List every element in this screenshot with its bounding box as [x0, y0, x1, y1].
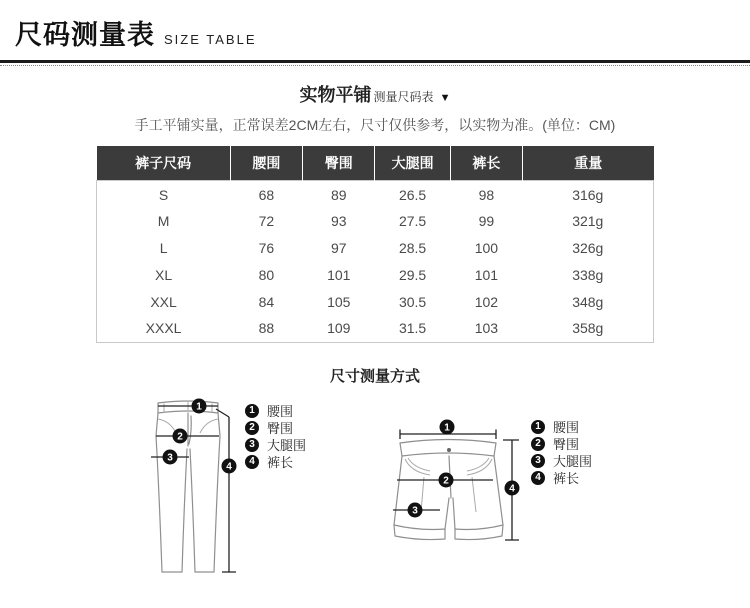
- legend-item-waist: 1 腰围: [245, 404, 306, 418]
- size-table-header: [97, 146, 654, 180]
- circled-4-icon: 4: [531, 471, 545, 485]
- circled-2-icon: 2: [531, 437, 545, 451]
- col-header-thigh: 大腿围: [375, 146, 450, 180]
- page-title: 尺码测量表: [15, 20, 155, 50]
- table-row-xxl: [97, 288, 654, 315]
- measurement-diagrams: [0, 387, 750, 608]
- table-row-m: [97, 207, 654, 234]
- table-cell: 30.5: [398, 293, 427, 310]
- svg-text:2: 2: [177, 431, 183, 442]
- table-cell: 326g: [572, 239, 604, 256]
- left-outer-edge: [394, 456, 402, 525]
- circled-1-icon: 1: [245, 404, 259, 418]
- table-cell: 99: [478, 212, 495, 229]
- circled-1-icon: 1: [531, 420, 545, 434]
- marker-hip: [439, 472, 454, 487]
- shorts-waist-bottom: [402, 453, 494, 456]
- table-cell: 93: [330, 212, 347, 229]
- circled-2-icon: 2: [245, 421, 259, 435]
- down-triangle-icon: ▼: [439, 92, 451, 104]
- svg-text:1: 1: [444, 422, 450, 433]
- shorts-waist-top: [400, 439, 496, 443]
- table-row-l: [97, 234, 654, 261]
- waist-button: [447, 448, 451, 452]
- flat-heading-sub: 测量尺码表: [373, 90, 434, 104]
- legend-item-waist: 1 腰围: [531, 420, 592, 434]
- marker-waist: [192, 398, 207, 413]
- page-header: [0, 0, 750, 52]
- table-cell: 29.5: [398, 266, 427, 283]
- marker-waist: [440, 419, 455, 434]
- table-cell: 68: [258, 186, 275, 203]
- col-header-length: 裤长: [450, 146, 522, 180]
- table-cell: 31.5: [398, 320, 427, 337]
- left-cuff: [394, 525, 445, 540]
- marker-hip: [173, 428, 188, 443]
- circled-3-icon: 3: [531, 454, 545, 468]
- table-cell: 321g: [572, 212, 604, 229]
- legend-item-length: 4 裤长: [531, 471, 592, 485]
- marker-length: [222, 458, 237, 473]
- flat-heading-main: 实物平铺: [299, 85, 372, 105]
- table-cell: 76: [258, 239, 275, 256]
- table-cell: 26.5: [398, 186, 427, 203]
- long-pants-diagram: [150, 396, 240, 580]
- table-cell: 88: [258, 320, 275, 337]
- table-cell: 80: [258, 266, 275, 283]
- svg-text:4: 4: [226, 461, 232, 472]
- shorts-diagram: [393, 410, 523, 550]
- row-label: L: [159, 239, 168, 256]
- inner-legs: [182, 449, 195, 572]
- col-header-weight: 重量: [523, 146, 654, 180]
- table-cell: 97: [330, 239, 347, 256]
- table-cell: 109: [327, 320, 351, 337]
- table-cell: 338g: [572, 266, 604, 283]
- row-label: XXXL: [145, 320, 182, 337]
- row-label: S: [158, 186, 169, 203]
- svg-text:1: 1: [196, 401, 202, 412]
- pants-legend: [245, 404, 306, 472]
- table-row-s: [97, 180, 654, 207]
- right-pocket: [467, 458, 492, 475]
- table-cell: 103: [474, 320, 499, 337]
- inner-legs: [445, 498, 455, 529]
- svg-text:2: 2: [443, 475, 449, 486]
- table-cell: 89: [330, 186, 347, 203]
- svg-text:3: 3: [412, 505, 418, 516]
- circled-4-icon: 4: [245, 455, 259, 469]
- row-label: XXL: [150, 293, 177, 310]
- marker-thigh: [408, 502, 423, 517]
- legend-item-thigh: 3 大腿围: [531, 454, 592, 468]
- table-row-xl: [97, 261, 654, 288]
- divider-solid: [0, 60, 750, 63]
- legend-item-hip: 2 臀围: [245, 421, 306, 435]
- row-label: M: [157, 212, 170, 229]
- divider-dotted: [0, 65, 750, 66]
- table-cell: 101: [327, 266, 351, 283]
- col-header-waist: 腰围: [230, 146, 302, 180]
- method-heading: 尺寸测量方式: [329, 367, 420, 385]
- size-table: [96, 146, 654, 343]
- circled-3-icon: 3: [245, 438, 259, 452]
- svg-text:4: 4: [509, 483, 515, 494]
- measure-note: 手工平铺实量，正常误差2CM左右，尺寸仅供参考，以实物为准。(单位：CM): [134, 117, 616, 133]
- row-label: XL: [155, 266, 173, 283]
- legend-item-hip: 2 臀围: [531, 437, 592, 451]
- col-header-size: 裤子尺码: [97, 146, 231, 180]
- table-cell: 98: [478, 186, 495, 203]
- length-measure-line: [222, 417, 236, 572]
- table-cell: 27.5: [398, 212, 427, 229]
- left-pocket: [405, 458, 430, 475]
- table-cell: 102: [474, 293, 499, 310]
- table-cell: 105: [327, 293, 351, 310]
- marker-thigh: [163, 449, 178, 464]
- marker-length: [505, 480, 520, 495]
- table-cell: 101: [474, 266, 499, 283]
- shorts-legend: [531, 420, 592, 488]
- table-row-xxxl: [97, 315, 654, 342]
- svg-text:3: 3: [167, 452, 173, 463]
- table-cell: 84: [258, 293, 275, 310]
- table-cell: 358g: [572, 320, 604, 337]
- right-cuff: [455, 525, 503, 540]
- table-cell: 348g: [572, 293, 604, 310]
- page-title-en: SIZE TABLE: [164, 32, 257, 47]
- col-header-hip: 臀围: [303, 146, 375, 180]
- fly-line: [188, 413, 191, 446]
- size-table-body: [97, 180, 654, 342]
- legend-item-length: 4 裤长: [245, 455, 306, 469]
- left-outer-leg: [156, 413, 162, 572]
- right-outer-leg: [214, 413, 220, 572]
- table-cell: 28.5: [398, 239, 427, 256]
- legend-item-thigh: 3 大腿围: [245, 438, 306, 452]
- table-cell: 100: [474, 239, 499, 256]
- table-cell: 316g: [572, 186, 604, 203]
- flat-measure-heading: [0, 85, 750, 108]
- table-cell: 72: [258, 212, 275, 229]
- right-outer-edge: [494, 456, 503, 525]
